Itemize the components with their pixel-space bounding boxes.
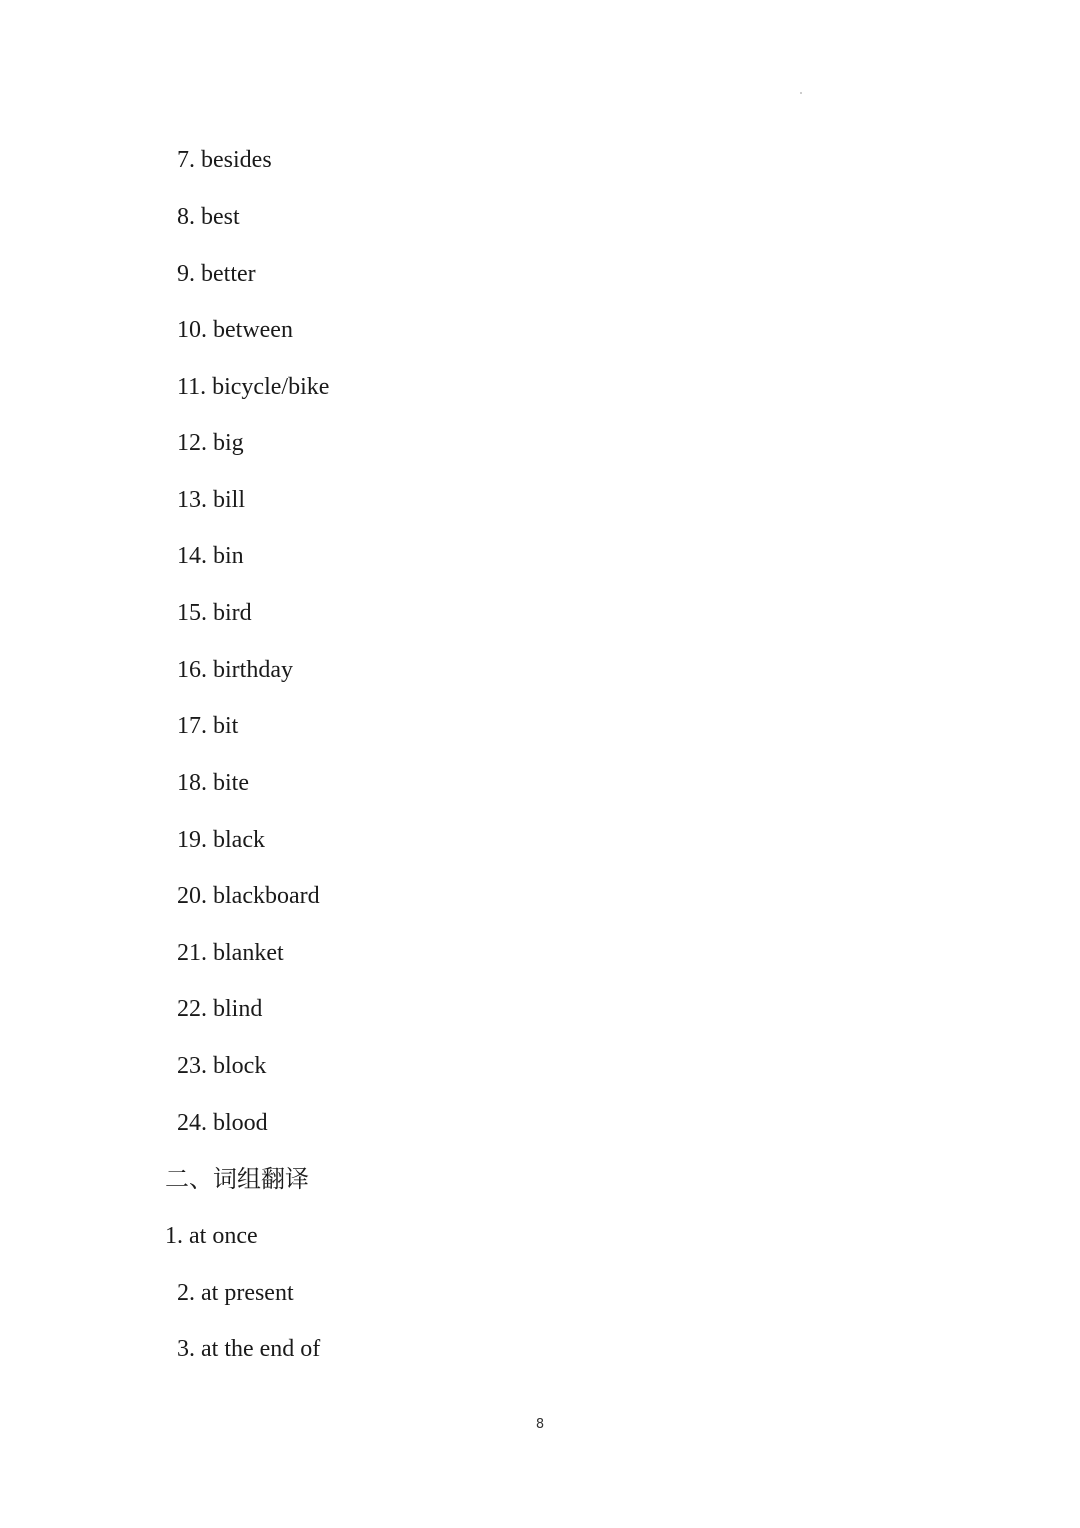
vocab-item: 18. bite: [177, 770, 249, 796]
section-heading: 二、词组翻译: [165, 1165, 309, 1193]
phrase-item: 3. at the end of: [177, 1336, 321, 1362]
stray-dot-mark: [800, 92, 802, 94]
vocab-item: 17. bit: [177, 713, 239, 739]
vocab-item: 11. bicycle/bike: [177, 374, 330, 400]
vocab-item: 19. black: [177, 827, 265, 853]
vocab-item: 14. bin: [177, 543, 244, 569]
vocab-item: 24. blood: [177, 1110, 268, 1136]
page-number: 8: [535, 1417, 545, 1432]
vocab-item: 9. better: [177, 261, 256, 287]
vocab-item: 12. big: [177, 430, 244, 456]
vocab-item: 13. bill: [177, 487, 246, 513]
vocab-item: 8. best: [177, 204, 240, 230]
vocab-item: 22. blind: [177, 996, 263, 1022]
vocab-item: 15. bird: [177, 600, 252, 626]
phrase-item: 2. at present: [177, 1280, 294, 1306]
vocab-item: 10. between: [177, 317, 293, 343]
vocab-item: 20. blackboard: [177, 883, 320, 909]
vocab-item: 16. birthday: [177, 657, 293, 683]
phrase-item: 1. at once: [165, 1223, 258, 1249]
vocab-item: 23. block: [177, 1053, 267, 1079]
vocab-item: 21. blanket: [177, 940, 284, 966]
vocab-item: 7. besides: [177, 147, 272, 173]
